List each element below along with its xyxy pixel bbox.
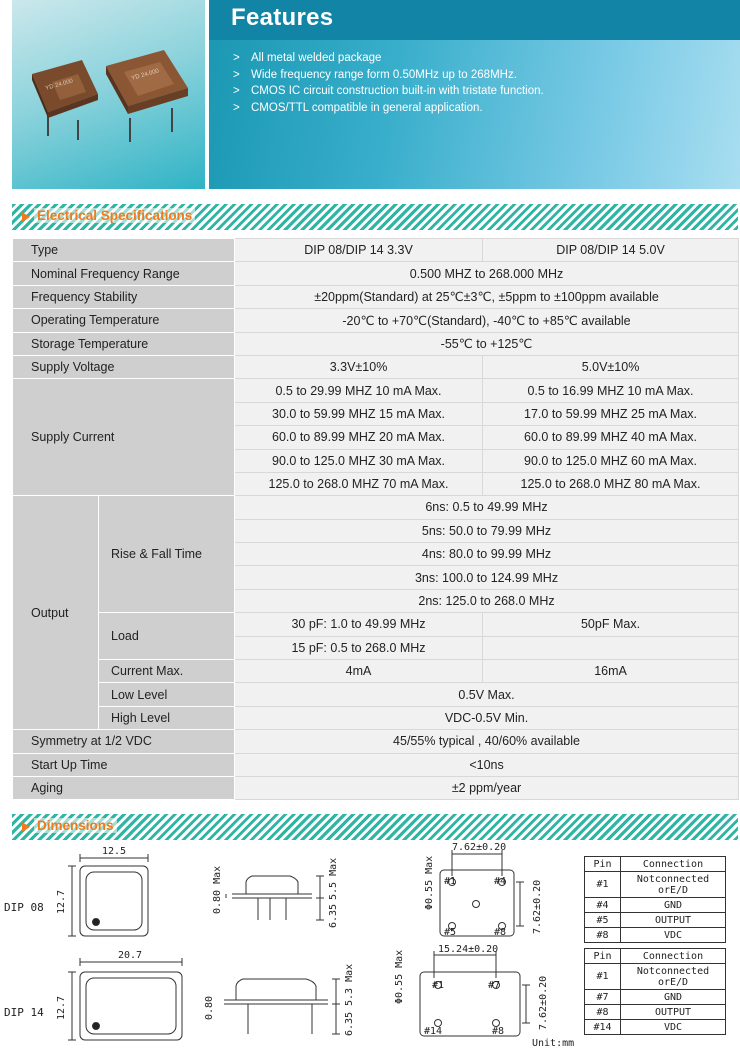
table-row — [13, 309, 739, 332]
triangle-right-icon — [22, 212, 30, 222]
table-row — [13, 660, 739, 683]
supply-current-cell: 125.0 to 268.0 MHZ 80 mA Max. — [483, 472, 739, 495]
type-label: Type — [13, 239, 235, 262]
table-row — [13, 332, 739, 355]
oscillator-left — [32, 60, 98, 140]
supply-current-cell: 125.0 to 268.0 MHZ 70 mA Max. — [235, 472, 483, 495]
table-row — [13, 776, 739, 799]
symmetry-value: 45/55% typical , 40/60% available — [235, 730, 739, 753]
dip14-label: DIP 14 — [4, 1006, 44, 1019]
current-max-label: Current Max. — [99, 660, 235, 683]
supply-voltage-5v: 5.0V±10% — [483, 355, 739, 378]
dip14-bottom-view — [420, 951, 530, 1036]
rise-fall-cell: 4ns: 80.0 to 99.99 MHz — [235, 543, 739, 566]
nominal-label: Nominal Frequency Range — [13, 262, 235, 285]
table-row — [13, 706, 739, 729]
dip14-height: 12.7 — [56, 995, 67, 1020]
units-label: Unit:mm — [532, 1038, 575, 1049]
supply-current-cell: 60.0 to 89.99 MHZ 20 mA Max. — [235, 426, 483, 449]
dip08-top-view — [68, 854, 148, 936]
bullet-icon: > — [233, 52, 240, 64]
photo-label-right: YD 24.000 — [130, 68, 160, 82]
table-row — [13, 613, 739, 636]
oscillator-photo-illustration — [12, 0, 205, 189]
electrical-spec-table — [12, 238, 739, 800]
table-row: #5 OUTPUT — [585, 913, 726, 928]
current-max-3v3: 4mA — [235, 660, 483, 683]
table-row — [13, 683, 739, 706]
dip14-pin-dia: Φ0.55 Max — [394, 949, 405, 1004]
dip14-width: 20.7 — [118, 950, 143, 961]
table-row — [13, 496, 739, 519]
dip08-pin-5: #5 — [444, 927, 457, 938]
load-empty-cell — [483, 636, 739, 659]
supply-current-cell: 90.0 to 125.0 MHZ 60 mA Max. — [483, 449, 739, 472]
dimensions-section-title: Dimensions — [34, 818, 117, 833]
table-row — [585, 949, 726, 964]
aging-label: Aging — [13, 776, 235, 799]
supply-current-cell: 0.5 to 16.99 MHZ 10 mA Max. — [483, 379, 739, 402]
features-title: Features — [231, 4, 334, 31]
table-row: #1 Notconnected orE/D — [585, 964, 726, 990]
rise-fall-cell: 2ns: 125.0 to 268.0 MHz — [235, 589, 739, 612]
table-row: #4 GND — [585, 898, 726, 913]
current-max-5v: 16mA — [483, 660, 739, 683]
supply-current-cell: 60.0 to 89.99 MHZ 40 mA Max. — [483, 426, 739, 449]
stability-value: ±20ppm(Standard) at 25℃±3℃, ±5ppm to ±100ppm available — [235, 285, 739, 308]
dip14-pin-7: #7 — [488, 980, 501, 991]
pin-table-dip08 — [584, 856, 726, 943]
dip14-pitch-x: 15.24±0.20 — [438, 944, 499, 955]
output-label: Output — [13, 496, 99, 730]
load-label: Load — [99, 613, 235, 660]
table-row: #8 OUTPUT — [585, 1005, 726, 1020]
feature-item: > Wide frequency range form 0.50MHz up to 268MHz. — [233, 67, 544, 84]
features-list — [233, 50, 544, 116]
table-row: #7 GND — [585, 990, 726, 1005]
type-value-3v3: DIP 08/DIP 14 3.3V — [235, 239, 483, 262]
high-level-value: VDC-0.5V Min. — [235, 706, 739, 729]
pin-table-dip14 — [584, 948, 726, 1035]
load-cell: 15 pF: 0.5 to 268.0 MHz — [235, 636, 483, 659]
feature-item: > CMOS/TTL compatible in general application. — [233, 100, 544, 117]
table-row — [13, 285, 739, 308]
product-photo — [12, 0, 205, 189]
dip14-pin-8: #8 — [492, 1026, 505, 1037]
dip14-lead-length: 6.35 — [344, 1011, 355, 1036]
aging-value: ±2 ppm/year — [235, 776, 739, 799]
table-row — [13, 239, 739, 262]
nominal-value: 0.500 MHZ to 268.000 MHz — [235, 262, 739, 285]
storage-label: Storage Temperature — [13, 332, 235, 355]
dip08-lead-length: 6.35 — [328, 903, 339, 928]
supply-voltage-3v3: 3.3V±10% — [235, 355, 483, 378]
features-panel — [209, 0, 740, 189]
pin-header: Pin — [585, 949, 621, 964]
electrical-section-title: Electrical Specifications — [34, 208, 195, 223]
table-row — [13, 355, 739, 378]
dip08-pin-dia: Φ0.55 Max — [424, 855, 435, 910]
table-row — [13, 379, 739, 402]
table-row: #8 VDC — [585, 928, 726, 943]
table-row: #1 Notconnected orE/D — [585, 872, 726, 898]
dip08-side-height: 0.80 Max — [212, 865, 223, 914]
dip08-pitch-y: 7.62±0.20 — [532, 879, 543, 934]
table-row — [585, 857, 726, 872]
dip14-body-height: 5.3 Max — [344, 963, 355, 1006]
dip14-top-view — [68, 958, 182, 1040]
rise-fall-cell: 6ns: 0.5 to 49.99 MHz — [235, 496, 739, 519]
table-row: #14 VDC — [585, 1020, 726, 1035]
low-level-label: Low Level — [99, 683, 235, 706]
supply-voltage-label: Supply Voltage — [13, 355, 235, 378]
feature-item: > All metal welded package — [233, 50, 544, 67]
supply-current-label: Supply Current — [13, 379, 235, 496]
rise-fall-label: Rise & Fall Time — [99, 496, 235, 613]
supply-current-cell: 17.0 to 59.99 MHZ 25 mA Max. — [483, 402, 739, 425]
operating-value: -20℃ to +70℃(Standard), -40℃ to +85℃ available — [235, 309, 739, 332]
storage-value: -55℃ to +125℃ — [235, 332, 739, 355]
dip08-pin-4: #4 — [494, 876, 507, 887]
electrical-section-bar — [12, 204, 738, 230]
dip08-pin-1: #1 — [444, 876, 457, 887]
dimensions-area — [0, 840, 740, 1050]
dip08-width: 12.5 — [102, 846, 127, 857]
connection-header: Connection — [621, 949, 726, 964]
supply-current-cell: 90.0 to 125.0 MHZ 30 mA Max. — [235, 449, 483, 472]
startup-label: Start Up Time — [13, 753, 235, 776]
bullet-icon: > — [233, 68, 240, 81]
stability-label: Frequency Stability — [13, 285, 235, 308]
dip08-body-height: 5.5 Max — [328, 857, 339, 900]
low-level-value: 0.5V Max. — [235, 683, 739, 706]
connection-header: Connection — [621, 857, 726, 872]
bullet-icon: > — [233, 85, 240, 97]
rise-fall-cell: 3ns: 100.0 to 124.99 MHz — [235, 566, 739, 589]
dip08-height: 12.7 — [56, 889, 67, 914]
triangle-right-icon — [22, 822, 30, 832]
bullet-icon: > — [233, 101, 240, 114]
dip14-side-height: 0.80 — [204, 995, 215, 1020]
supply-current-cell: 30.0 to 59.99 MHZ 15 mA Max. — [235, 402, 483, 425]
dimensions-section-bar — [12, 814, 738, 840]
high-level-label: High Level — [99, 706, 235, 729]
rise-fall-cell: 5ns: 50.0 to 79.99 MHz — [235, 519, 739, 542]
type-value-5v: DIP 08/DIP 14 5.0V — [483, 239, 739, 262]
load-alt-cell: 50pF Max. — [483, 613, 739, 636]
load-cell: 30 pF: 1.0 to 49.99 MHz — [235, 613, 483, 636]
dip08-bottom-view — [440, 850, 524, 936]
pin-header: Pin — [585, 857, 621, 872]
supply-current-cell: 0.5 to 29.99 MHZ 10 mA Max. — [235, 379, 483, 402]
oscillator-right — [106, 50, 188, 142]
dip14-side-view — [224, 979, 340, 1034]
feature-item: > CMOS IC circuit construction built-in with tristate function. — [233, 83, 544, 100]
dip14-pin-1: #1 — [432, 980, 445, 991]
table-row — [13, 730, 739, 753]
dip08-pin-8: #8 — [494, 927, 507, 938]
dip08-side-view — [226, 876, 324, 920]
startup-value: <10ns — [235, 753, 739, 776]
table-row — [13, 262, 739, 285]
table-row — [13, 753, 739, 776]
operating-label: Operating Temperature — [13, 309, 235, 332]
dip14-pitch-y: 7.62±0.20 — [538, 975, 549, 1030]
dip08-label: DIP 08 — [4, 901, 44, 914]
symmetry-label: Symmetry at 1/2 VDC — [13, 730, 235, 753]
dip14-pin-14: #14 — [424, 1026, 443, 1037]
photo-label-left: YD 24.000 — [44, 78, 74, 92]
dip08-pitch-x: 7.62±0.20 — [452, 842, 507, 853]
